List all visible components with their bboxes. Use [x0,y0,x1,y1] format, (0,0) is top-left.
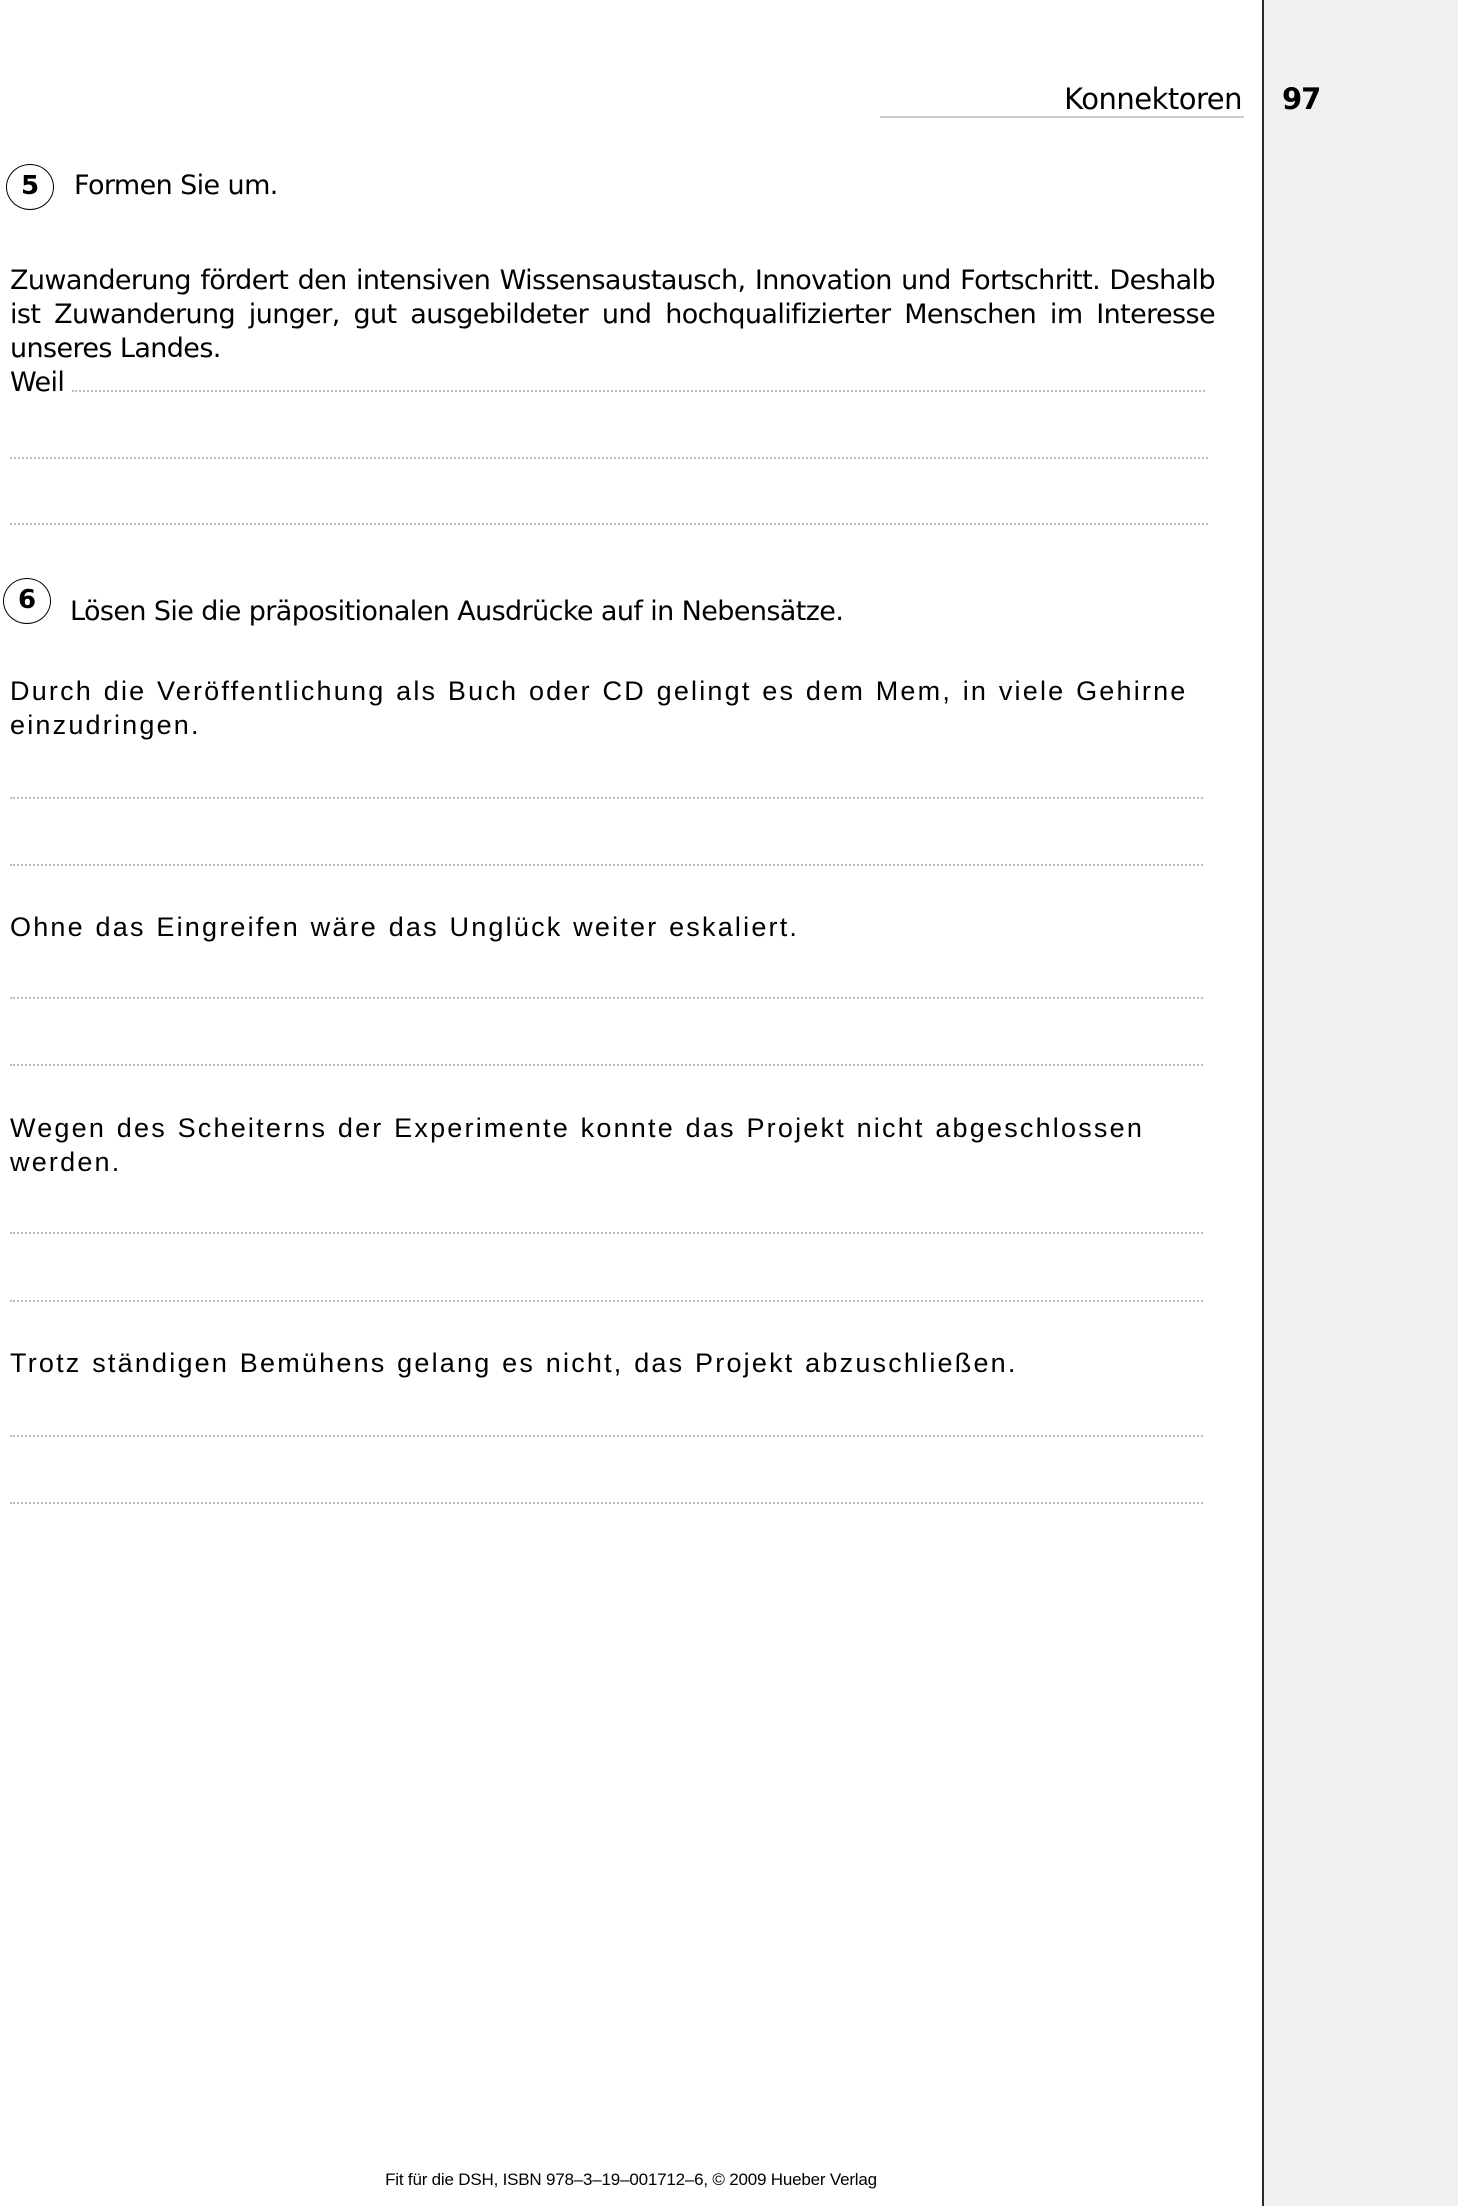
answer-line[interactable] [10,797,1203,799]
task-text: Zuwanderung fördert den intensiven Wissensaustausch, Innovation und Fortschritt. Deshalb ist Zuwanderung junger, gut ausgebildeter und hochqualifizierter Menschen im Interesse unseres Landes. [10,265,1215,364]
exercise-sentence: Ohne das Eingreifen wäre das Unglück weiter eskaliert. [10,912,800,942]
answer-line[interactable] [10,997,1203,999]
answer-line[interactable] [72,390,1205,392]
exercise-sentence: Wegen des Scheiterns der Experimente konnte das Projekt nicht abgeschlossen werden. [10,1113,1145,1177]
task-number-badge: 6 [3,578,51,624]
header-rule [880,116,1244,118]
footer-citation: Fit für die DSH, ISBN 978–3–19–001712–6, © 2009 Hueber Verlag [385,2170,877,2189]
exercise-sentence: Durch die Veröffentlichung als Buch oder CD gelingt es dem Mem, in viele Gehirne einzudringen. [10,676,1188,740]
answer-line[interactable] [10,864,1203,866]
answer-line[interactable] [10,1232,1203,1234]
answer-line[interactable] [10,1064,1203,1066]
page-margin-strip [1262,0,1458,2206]
chapter-title: Konnektoren [1064,82,1242,116]
answer-start-label: Weil [10,367,65,398]
answer-line[interactable] [10,457,1208,459]
answer-line[interactable] [10,1502,1203,1504]
task-instruction: Formen Sie um. [74,170,278,201]
page-number: 97 [1282,82,1321,116]
answer-line[interactable] [10,523,1208,525]
exercise-sentence: Trotz ständigen Bemühens gelang es nicht, das Projekt abzuschließen. [10,1348,1018,1378]
task-number-badge: 5 [6,164,54,210]
answer-line[interactable] [10,1300,1203,1302]
answer-line[interactable] [10,1435,1203,1437]
task-instruction: Lösen Sie die präpositionalen Ausdrücke auf in Nebensätze. [70,596,844,627]
